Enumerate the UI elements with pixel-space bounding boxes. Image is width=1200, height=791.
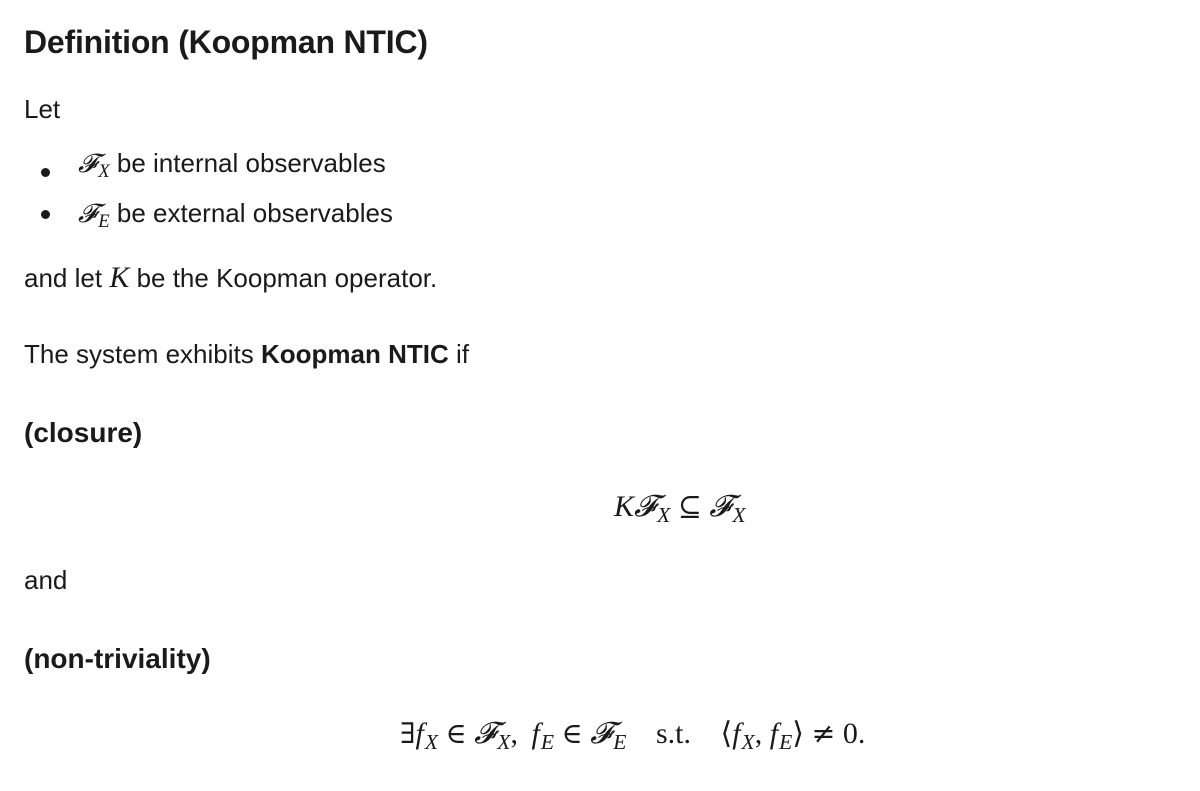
- internal-observables-symbol: 𝓕$_X$: [78, 149, 110, 183]
- closure-label: (closure): [24, 417, 143, 448]
- external-observables-symbol: 𝓕$_E$: [78, 199, 110, 233]
- koopman-operator-symbol: K: [109, 261, 130, 294]
- operator-sentence: and let K be the Koopman operator.: [24, 261, 438, 294]
- closure-equation: K𝓕$_X$ ⊆ 𝓕$_X$: [614, 490, 746, 528]
- bullet-dot-icon: [41, 210, 50, 219]
- connector-text: and: [24, 565, 68, 595]
- definition-title: Definition (Koopman NTIC): [24, 24, 428, 60]
- intro-text: Let: [24, 94, 61, 124]
- internal-observables-text: be internal observables: [116, 148, 386, 178]
- nontriviality-label: (non-triviality): [24, 643, 211, 674]
- exhibits-sentence: The system exhibits Koopman NTIC if: [24, 339, 469, 369]
- nontriviality-equation: $\exists f_X$ ∈ 𝓕$_X$, $f_E$ ∈ 𝓕$_E$ s.t. $⟨f_X$, $f_E⟩ \ne 0$.: [400, 717, 866, 755]
- external-observables-text: be external observables: [116, 198, 393, 228]
- koopman-ntic-term: Koopman NTIC: [260, 339, 449, 369]
- such-that-text: s.t.: [655, 717, 691, 750]
- bullet-dot-icon: [41, 168, 50, 177]
